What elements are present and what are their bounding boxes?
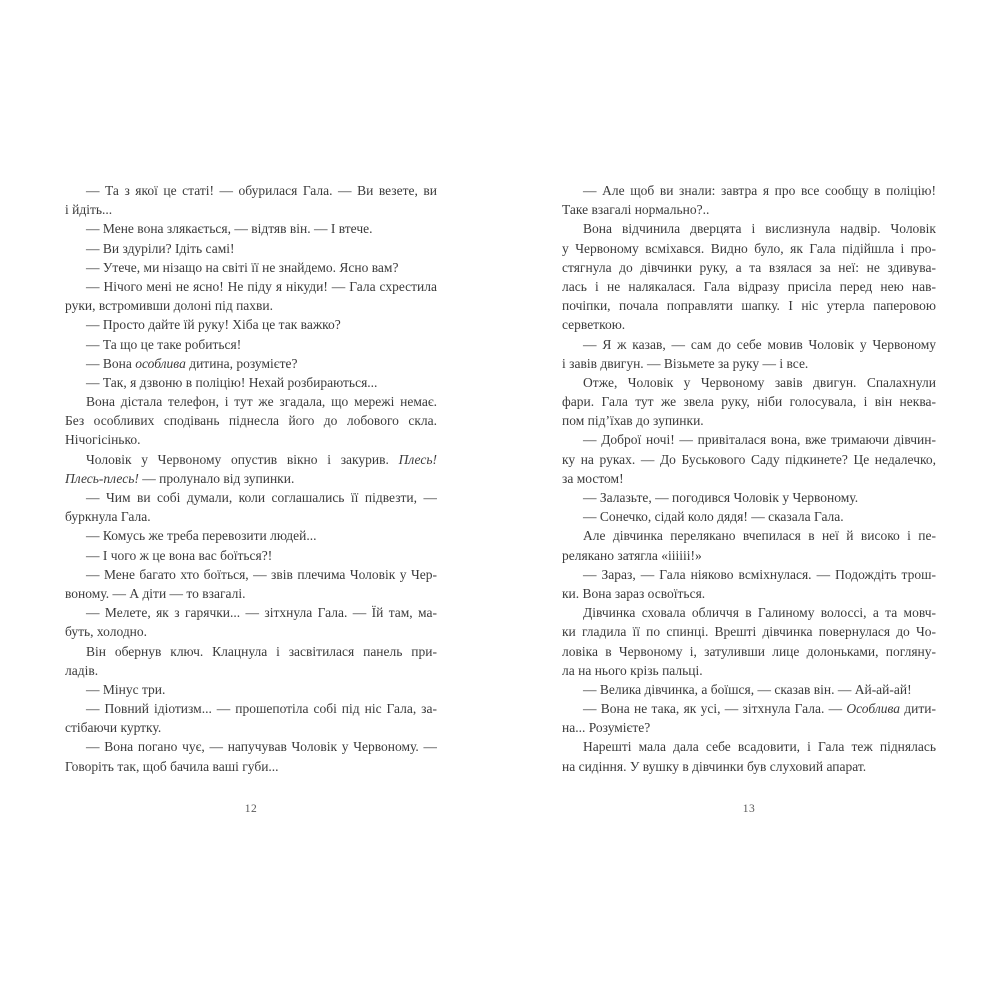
text-line: буть, холодно.: [65, 624, 148, 640]
text-line: — Мене багато хто боїться, — звів плечима Чоловік у Чер-: [86, 566, 437, 582]
text-line: — Мінус три.: [86, 681, 166, 697]
page-text: [562, 181, 936, 776]
text-line: Таке взагалі нормально?..: [562, 202, 710, 218]
text-line: Без особливих сподівань піднесла його до лобового скла.: [65, 413, 437, 429]
text-line: воному. — А діти — то взагалі.: [65, 585, 246, 601]
text-line: стібаючи куртку.: [65, 720, 162, 736]
text-line: релякано затягла «іііііі!»: [562, 547, 702, 563]
text-line: Вона дістала телефон, і тут же згадала, що мережі немає.: [86, 394, 437, 410]
page-number: 13: [742, 802, 756, 815]
text-line: на... Розумієте?: [562, 720, 651, 736]
text-line: Отже, Чоловік у Червоному завів двигун. Спалахнули: [583, 374, 936, 390]
text-line: — Та з якої це статі! — обурилася Гала. — Ви везете, ви: [86, 183, 437, 198]
text-line: серветкою.: [562, 317, 626, 333]
text-line: — Залазьте, — погодився Чоловік у Червоному.: [583, 490, 859, 505]
text-line: — Комусь же треба перевозити людей...: [86, 528, 317, 544]
page-text: [65, 181, 437, 776]
text-line: ловіка в Червоному і, затуливши лице долоньками, погляну-: [562, 643, 936, 659]
text-line: буркнула Гала.: [65, 509, 151, 525]
text-line: стягнула до дівчинки руку, а та взялася за неї: не здивува-: [562, 259, 936, 275]
text-line: у Червоному всміхався. Видно було, як Гала підійшла і про-: [562, 240, 936, 256]
text-line: і йдіть...: [65, 202, 113, 218]
text-line: — Так, я дзвоню в поліцію! Нехай розбираються...: [86, 374, 378, 390]
text-line: — Вона погано чує, — напучував Чоловік у Червоному. —: [86, 739, 437, 755]
text-line: на сидіння. У вушку в дівчинки був слуховий апарат.: [562, 758, 867, 774]
text-line: Чоловік у Червоному опустив вікно і закурив. Плесь!: [86, 451, 437, 467]
text-line: — Мене вона злякається, — відтяв він. — І втече.: [86, 221, 373, 237]
text-line: ки гладила її по спинці. Врешті дівчинка повернулася до Чо-: [562, 624, 936, 640]
text-line: Він обернув ключ. Клацнула і засвітилася панель при-: [86, 643, 437, 659]
text-line: ки. Вона зараз освоїться.: [562, 585, 706, 601]
text-line: руки, встромивши долоні під пахви.: [65, 298, 274, 314]
page-number: 12: [244, 802, 258, 815]
text-line: — Сонечко, сідай коло дядя! — сказала Гала.: [583, 509, 844, 525]
text-line: — Зараз, — Гала ніяково всміхнулася. — Подождіть трош-: [583, 566, 936, 582]
text-line: за мостом!: [562, 470, 624, 486]
text-line: — Вона особлива дитина, розумієте?: [86, 355, 298, 371]
text-line: Дівчинка сховала обличчя в Галиному волоссі, а та мовч-: [583, 605, 936, 621]
text-line: — Доброї ночі! — привіталася вона, вже тримаючи дівчин-: [583, 432, 936, 448]
text-line: і завів двигун. — Візьмете за руку — і все.: [562, 355, 809, 371]
text-line: почіпки, почала поправляти шапку. І ніс утерла паперовою: [562, 298, 936, 314]
text-line: — Нічого мені не ясно! Не піду я нікуди! — Гала схрестила: [86, 278, 437, 294]
text-line: фари. Гала тут же звела руку, ніби голосувала, і він неква-: [562, 394, 936, 410]
text-line: — Повний ідіотизм... — прошепотіла собі під ніс Гала, за-: [86, 701, 437, 717]
text-line: Плесь-плесь! — пролунало від зупинки.: [65, 470, 295, 486]
text-line: — Чим ви собі думали, коли соглашались її підвезти, —: [86, 490, 437, 505]
text-line: ладів.: [65, 662, 99, 678]
text-line: Нічогісінько.: [65, 432, 141, 448]
text-line: Нарешті мала дала себе всадовити, і Гала теж піднялась: [583, 739, 936, 755]
text-line: — Утече, ми нізащо на світі її не знайдемо. Ясно вам?: [86, 259, 399, 275]
text-line: Але дівчинка перелякано вчепилася в неї й високо і пе-: [583, 528, 936, 544]
text-line: — Мелете, як з гарячки... — зітхнула Гала. — Їй там, ма-: [86, 605, 437, 621]
text-line: — Але щоб ви знали: завтра я про все сообщу в поліцію!: [583, 183, 936, 198]
text-line: — Та що це таке робиться!: [86, 336, 242, 352]
text-line: — Велика дівчинка, а боїшся, — сказав він. — Ай-ай-ай!: [583, 681, 912, 697]
page-left: [65, 181, 437, 815]
text-line: Говоріть так, щоб бачила ваші губи...: [65, 758, 279, 774]
text-line: Вона відчинила дверцята і вислизнула надвір. Чоловік: [583, 221, 936, 237]
text-line: — Ви здуріли? Ідіть самі!: [86, 240, 235, 256]
text-line: лась і не налякалася. Гала відразу присіла перед нею нав-: [562, 278, 936, 294]
text-line: пом під’їхав до зупинки.: [562, 413, 704, 429]
text-line: — Просто дайте їй руку! Хіба це так важко?: [86, 317, 341, 333]
text-line: ла на нього крізь пальці.: [562, 662, 703, 678]
text-line: — Вона не така, як усі, — зітхнула Гала. — Особлива дити-: [583, 701, 936, 717]
page-right: [562, 181, 936, 815]
text-line: — Я ж казав, — сам до себе мовив Чоловік у Червоному: [583, 336, 936, 352]
text-line: ку на руках. — До Буськового Саду підкинете? Це недалечко,: [562, 451, 936, 467]
text-line: — І чого ж це вона вас боїться?!: [86, 547, 273, 563]
